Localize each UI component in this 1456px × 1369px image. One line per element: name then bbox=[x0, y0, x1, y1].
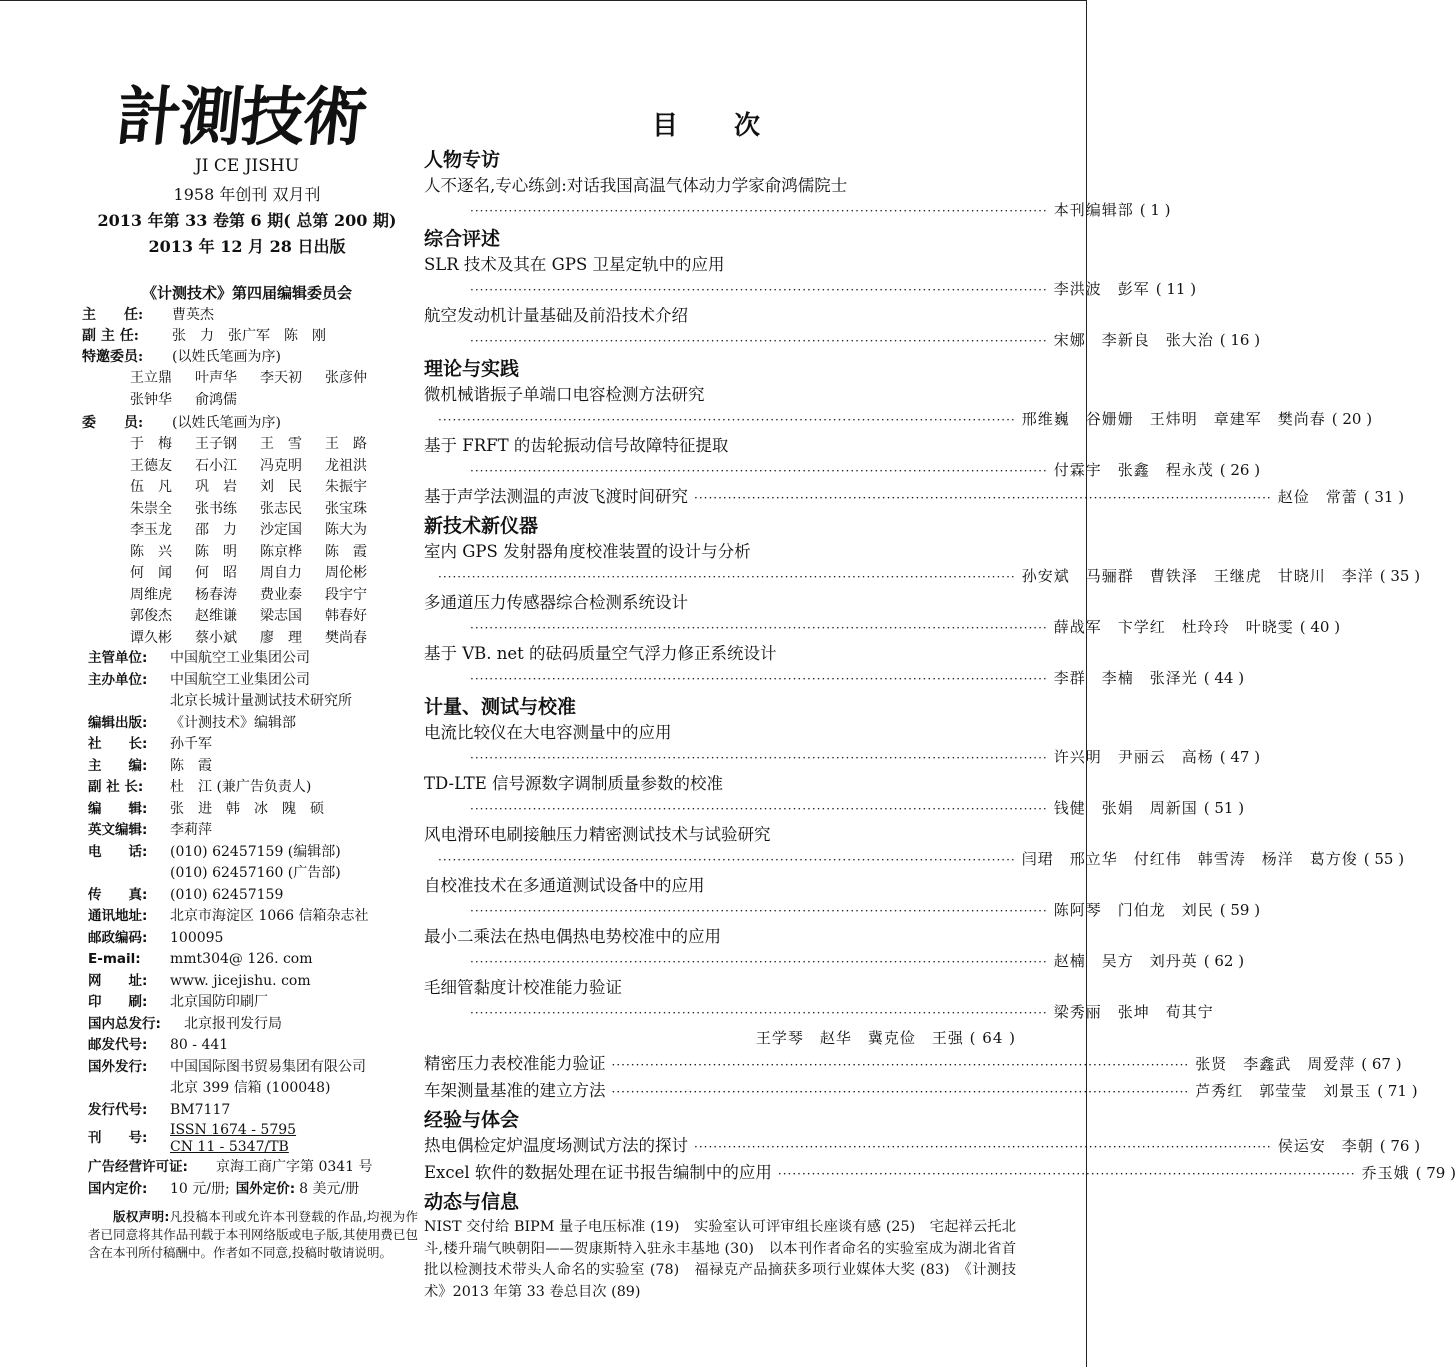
entry-byline bbox=[424, 666, 1245, 692]
entry-authors: 侯运安 李朝 bbox=[1277, 1137, 1374, 1155]
toc-entry[interactable] bbox=[424, 720, 1261, 771]
toc-entry[interactable] bbox=[424, 822, 1405, 873]
entry-authors: 付霖宇 张鑫 程永茂 bbox=[1053, 461, 1214, 479]
entry-title: SLR 技术及其在 GPS 卫星定轨中的应用 bbox=[424, 255, 725, 274]
member-name: 冯克明 bbox=[260, 457, 302, 474]
info-label: 电 话: bbox=[88, 843, 148, 860]
member-name: 段宇宁 bbox=[325, 586, 367, 603]
info-label: 刊 号: bbox=[88, 1130, 148, 1147]
info-row bbox=[88, 971, 418, 993]
entry-page: ( 20 ) bbox=[1331, 410, 1373, 428]
leader-dots: ························································································································ bbox=[470, 904, 1048, 918]
info-label: 广告经营许可证: bbox=[88, 1159, 188, 1175]
info-label: 社 长: bbox=[88, 736, 148, 752]
member-name: 张宝珠 bbox=[325, 500, 367, 517]
members-label: 委 员: bbox=[82, 415, 144, 431]
section-heading: 动态与信息 bbox=[424, 1191, 520, 1213]
info-value: 中国航空工业集团公司 bbox=[170, 671, 310, 688]
info-label: 国外发行: bbox=[88, 1058, 148, 1075]
toc-entry[interactable] bbox=[424, 252, 1197, 303]
member-row bbox=[130, 542, 412, 564]
info-label: 主办单位: bbox=[88, 671, 148, 688]
entry-title: 基于声学法测温的声波飞渡时间研究 bbox=[424, 487, 688, 506]
vice-director-row bbox=[82, 326, 412, 347]
info-row bbox=[88, 777, 418, 799]
member-name: 杨春涛 bbox=[195, 586, 237, 603]
special-members bbox=[130, 368, 412, 411]
info-value: 8 美元/册 bbox=[299, 1180, 360, 1197]
board-roster bbox=[82, 305, 412, 368]
info-label: 发行代号: bbox=[88, 1101, 148, 1118]
entry-authors: 许兴明 尹丽云 高杨 bbox=[1053, 748, 1214, 766]
toc-title: 目次 bbox=[651, 111, 816, 141]
entry-page: ( 40 ) bbox=[1299, 618, 1341, 636]
members-header bbox=[82, 413, 412, 434]
entry-byline bbox=[424, 949, 1245, 975]
info-row bbox=[88, 691, 418, 713]
entry-title: 热电偶检定炉温度场测试方法的探讨 bbox=[424, 1136, 688, 1155]
info-value: 北京报刊发行局 bbox=[184, 1015, 282, 1032]
entry-authors: 李群 李楠 张泽光 bbox=[1053, 669, 1198, 687]
member-name: 于 梅 bbox=[130, 436, 172, 452]
member-row bbox=[130, 368, 412, 390]
info-value: 张 进 韩 冰 隗 硕 bbox=[170, 800, 324, 817]
leader-dots: ························································································································ bbox=[611, 1058, 1190, 1072]
entry-authors: 芦秀红 郭莹莹 刘景玉 bbox=[1195, 1082, 1372, 1100]
special-row bbox=[82, 347, 412, 368]
entry-title: 最小二乘法在热电偶热电势校准中的应用 bbox=[424, 927, 721, 946]
member-row bbox=[130, 499, 412, 521]
member-name: 沙定国 bbox=[260, 522, 302, 538]
entry-authors: 赵俭 常蕾 bbox=[1277, 488, 1358, 506]
info-row bbox=[88, 1157, 418, 1179]
entry-byline bbox=[424, 328, 1261, 354]
info-label: 通讯地址: bbox=[88, 908, 148, 924]
member-row bbox=[130, 477, 412, 499]
entry-page: ( 1 ) bbox=[1139, 201, 1171, 219]
founded-line: 1958 年创刊 双月刊 bbox=[173, 185, 321, 204]
info-value: 《计测技术》编辑部 bbox=[170, 714, 296, 731]
notice-label: 版权声明: bbox=[113, 1209, 170, 1224]
info-value: 陈 霞 bbox=[170, 757, 212, 774]
toc-entry[interactable] bbox=[424, 771, 1245, 822]
section-heading: 计量、测试与校准 bbox=[424, 696, 577, 718]
member-name: 张书练 bbox=[195, 500, 237, 517]
masthead bbox=[82, 80, 412, 649]
section-heading: 理论与实践 bbox=[424, 358, 520, 380]
news-paragraph: NIST 交付给 BIPM 量子电压标准 (19) 实验室认可评审组长座谈有感 (25) 宅起祥云托北斗,楼升瑞气映朝阳——贺康斯特入驻永丰基地 (30) 以本刊作者命名的实验室成为湖北省首批以检测技术带头人命名的实验室 (78) 福禄克产品摘获多项行业媒体大奖 (83) 《计测技术》2013 年第 33 卷总目次 (89) bbox=[424, 1219, 1016, 1300]
leader-dots: ························································································································ bbox=[470, 1006, 1048, 1020]
member-name: 伍 凡 bbox=[130, 479, 172, 495]
entry-authors: 钱健 张娟 周新国 bbox=[1053, 799, 1198, 817]
entry-byline bbox=[424, 796, 1245, 822]
info-row bbox=[88, 756, 418, 778]
leader-dots: ························································································································ bbox=[470, 751, 1048, 765]
vice-director-names: 张 力 张广军 陈 刚 bbox=[172, 328, 326, 344]
leader-dots: ························································································································ bbox=[777, 1167, 1356, 1181]
info-value: 杜 江 (兼广告负责人) bbox=[170, 779, 312, 795]
member-name: 石小江 bbox=[195, 457, 237, 474]
toc-entry[interactable] bbox=[424, 433, 1261, 484]
info-label: 主 编: bbox=[88, 757, 148, 774]
leader-dots: ························································································································ bbox=[470, 672, 1048, 686]
entry-authors-continued: 王学琴 赵华 冀克俭 王强 ( 64 ) bbox=[755, 1029, 1016, 1047]
member-name: 陈大为 bbox=[325, 522, 367, 538]
info-row bbox=[88, 1057, 418, 1079]
member-row bbox=[130, 563, 412, 585]
entry-byline bbox=[424, 458, 1261, 484]
member-name: 王子钢 bbox=[195, 436, 237, 452]
info-label: 印 刷: bbox=[88, 994, 148, 1010]
entry-title: 风电滑环电刷接触压力精密测试技术与试验研究 bbox=[424, 825, 771, 844]
member-name: 赵维谦 bbox=[195, 608, 237, 624]
entry-page: ( 11 ) bbox=[1155, 280, 1197, 298]
toc-entry[interactable] bbox=[424, 539, 1421, 590]
info-row bbox=[88, 928, 418, 950]
info-label: 邮发代号: bbox=[88, 1037, 148, 1053]
section-heading: 人物专访 bbox=[424, 149, 501, 171]
cn-value: CN 11 - 5347/TB bbox=[170, 1139, 289, 1155]
entry-authors: 李洪波 彭军 bbox=[1053, 280, 1150, 298]
member-name: 王 雪 bbox=[260, 436, 302, 452]
entry-page: ( 51 ) bbox=[1203, 799, 1245, 817]
info-label: 英文编辑: bbox=[88, 822, 148, 838]
member-name: 何 闻 bbox=[130, 565, 172, 581]
leader-dots: ························································································································ bbox=[438, 853, 1016, 867]
entry-page: ( 35 ) bbox=[1379, 567, 1421, 585]
toc-entry[interactable] bbox=[424, 975, 1214, 1051]
info-row bbox=[88, 1179, 418, 1201]
toc-entry[interactable] bbox=[424, 1133, 1421, 1160]
entry-authors: 宋娜 李新良 张大治 bbox=[1053, 331, 1214, 349]
toc-entry[interactable] bbox=[424, 641, 1245, 692]
entry-title: 精密压力表校准能力验证 bbox=[424, 1054, 606, 1073]
member-row bbox=[130, 434, 412, 456]
entry-page: ( 62 ) bbox=[1203, 952, 1245, 970]
issn-block bbox=[170, 1122, 296, 1156]
info-row bbox=[88, 648, 418, 670]
info-label: 国外定价: bbox=[235, 1180, 296, 1197]
info-value: 北京长城计量测试技术研究所 bbox=[170, 693, 352, 709]
info-value: 孙千军 bbox=[170, 736, 212, 752]
info-value: BM7117 bbox=[170, 1101, 231, 1118]
vice-director-label: 副 主 任: bbox=[82, 328, 139, 344]
info-value: 北京市海淀区 1066 信箱杂志社 bbox=[170, 908, 369, 924]
member-row bbox=[130, 390, 412, 412]
member-name: 梁志国 bbox=[260, 608, 302, 624]
leader-dots: ························································································································ bbox=[470, 283, 1048, 297]
special-label: 特邀委员: bbox=[82, 349, 144, 365]
member-name: 俞鸿儒 bbox=[195, 391, 237, 408]
info-row bbox=[88, 713, 418, 735]
entry-title: 基于 FRFT 的齿轮振动信号故障特征提取 bbox=[424, 436, 729, 455]
entry-authors: 乔玉娥 bbox=[1361, 1164, 1410, 1182]
leader-dots: ························································································································ bbox=[694, 491, 1272, 505]
leader-dots: ························································································································ bbox=[438, 413, 1016, 427]
board-title: 《计测技术》第四届编辑委员会 bbox=[141, 284, 352, 302]
member-name: 刘 民 bbox=[260, 479, 302, 495]
member-row bbox=[130, 628, 412, 650]
toc-entry[interactable] bbox=[424, 303, 1261, 354]
member-name: 李玉龙 bbox=[130, 522, 172, 538]
leader-dots: ························································································································ bbox=[470, 334, 1048, 348]
member-name: 张钟华 bbox=[130, 391, 172, 408]
member-row bbox=[130, 456, 412, 478]
member-name: 王立鼎 bbox=[130, 370, 172, 386]
info-row bbox=[88, 734, 418, 756]
info-row bbox=[88, 863, 418, 885]
info-value: 李莉萍 bbox=[170, 822, 212, 838]
section-heading: 新技术新仪器 bbox=[424, 515, 539, 537]
entry-page: ( 55 ) bbox=[1363, 850, 1405, 868]
info-row bbox=[88, 1014, 418, 1036]
entry-authors: 陈阿琴 门伯龙 刘民 bbox=[1053, 901, 1214, 919]
entry-byline bbox=[424, 198, 1171, 224]
director-label: 主 任: bbox=[82, 307, 144, 323]
special-note: (以姓氏笔画为序) bbox=[172, 349, 281, 365]
entry-byline bbox=[424, 564, 1421, 590]
section-heading: 经验与体会 bbox=[424, 1109, 520, 1131]
info-value: 京海工商广字第 0341 号 bbox=[216, 1159, 373, 1175]
member-name: 王 路 bbox=[325, 436, 367, 452]
entry-page: ( 31 ) bbox=[1363, 488, 1405, 506]
entry-title: 人不逐名,专心练剑:对话我国高温气体动力学家俞鸿儒院士 bbox=[424, 176, 848, 195]
entry-authors: 邢维巍 谷姗姗 王炜明 章建军 樊尚春 bbox=[1021, 410, 1326, 428]
info-label: 主管单位: bbox=[88, 650, 148, 666]
toc-entry[interactable] bbox=[424, 1078, 1418, 1105]
member-name: 王德友 bbox=[130, 457, 172, 474]
entry-title: 毛细管黏度计校准能力验证 bbox=[424, 978, 622, 997]
entry-byline bbox=[424, 407, 1373, 433]
member-name: 朱崇全 bbox=[130, 500, 172, 517]
entry-page: ( 47 ) bbox=[1219, 748, 1261, 766]
member-name: 张志民 bbox=[260, 500, 302, 517]
entry-authors: 赵楠 吴方 刘丹英 bbox=[1053, 952, 1198, 970]
toc-entry[interactable] bbox=[424, 484, 1405, 511]
info-row bbox=[88, 820, 418, 842]
entry-page: ( 26 ) bbox=[1219, 461, 1261, 479]
entry-byline bbox=[424, 615, 1341, 641]
entry-page: ( 16 ) bbox=[1219, 331, 1261, 349]
toc-entry[interactable] bbox=[424, 873, 1261, 924]
toc-entry[interactable] bbox=[424, 173, 1171, 224]
member-name: 陈 明 bbox=[195, 543, 237, 560]
leader-dots: ························································································································ bbox=[470, 464, 1048, 478]
copyright-notice bbox=[88, 1208, 418, 1262]
entry-title: 电流比较仪在大电容测量中的应用 bbox=[424, 723, 672, 742]
info-value: 北京国防印刷厂 bbox=[170, 994, 268, 1010]
info-value: (010) 62457160 (广告部) bbox=[170, 865, 341, 881]
entry-title: 微机械谐振子单端口电容检测方法研究 bbox=[424, 385, 705, 404]
member-list bbox=[130, 434, 412, 649]
info-value: 中国航空工业集团公司 bbox=[170, 650, 310, 666]
member-name: 李天初 bbox=[260, 370, 302, 386]
pubdate-line: 2013 年 12 月 28 日出版 bbox=[148, 237, 346, 256]
issue-line: 2013 年第 33 卷第 6 期( 总第 200 期) bbox=[97, 211, 397, 230]
info-row bbox=[88, 949, 418, 971]
member-name: 费业泰 bbox=[260, 586, 302, 603]
section-heading: 综合评述 bbox=[424, 228, 501, 250]
info-row bbox=[88, 992, 418, 1014]
entry-page: ( 79 ) bbox=[1415, 1164, 1456, 1182]
info-value: 北京 399 信箱 (100048) bbox=[170, 1080, 331, 1096]
member-name: 叶声华 bbox=[195, 370, 237, 386]
member-name: 蔡小斌 bbox=[195, 629, 237, 646]
entry-byline bbox=[424, 898, 1261, 924]
info-row bbox=[88, 885, 418, 907]
director-name: 曹英杰 bbox=[172, 307, 214, 323]
entry-page: ( 67 ) bbox=[1361, 1055, 1402, 1073]
entry-title: 多通道压力传感器综合检测系统设计 bbox=[424, 593, 688, 612]
info-row bbox=[88, 1078, 418, 1100]
entry-page: ( 76 ) bbox=[1379, 1137, 1421, 1155]
info-value: 10 元/册; bbox=[170, 1180, 230, 1197]
entry-authors: 薛战军 卞学红 杜玲玲 叶晓雯 bbox=[1053, 618, 1294, 636]
members-row bbox=[82, 413, 412, 434]
entry-title: 航空发动机计量基础及前沿技术介绍 bbox=[424, 306, 688, 325]
entry-byline bbox=[424, 277, 1197, 303]
member-name: 张彦仲 bbox=[325, 370, 367, 386]
member-name: 周维虎 bbox=[130, 586, 172, 603]
leader-dots: ························································································································ bbox=[694, 1140, 1272, 1154]
entry-byline bbox=[424, 847, 1405, 873]
entry-title: Excel 软件的数据处理在证书报告编制中的应用 bbox=[424, 1163, 772, 1182]
member-name: 何 昭 bbox=[195, 565, 237, 581]
member-row bbox=[130, 606, 412, 628]
entry-title: 室内 GPS 发射器角度校准装置的设计与分析 bbox=[424, 542, 751, 561]
info-label: 编 辑: bbox=[88, 800, 148, 817]
member-name: 周伦彬 bbox=[325, 565, 367, 581]
info-label: 编辑出版: bbox=[88, 714, 148, 731]
info-label: E-mail: bbox=[88, 951, 141, 967]
entry-authors: 梁秀丽 张坤 荀其宁 bbox=[1053, 1003, 1214, 1021]
info-label: 副 社 长: bbox=[88, 779, 144, 795]
info-label: 邮政编码: bbox=[88, 929, 148, 946]
member-name: 陈京桦 bbox=[260, 543, 302, 560]
journal-pinyin: JI CE JISHU bbox=[194, 156, 300, 176]
issn-value: ISSN 1674 - 5795 bbox=[170, 1122, 297, 1138]
member-name: 谭久彬 bbox=[130, 629, 172, 646]
entry-title: 车架测量基准的建立方法 bbox=[424, 1081, 606, 1100]
leader-dots: ························································································································ bbox=[470, 621, 1048, 635]
member-name: 陈 兴 bbox=[130, 543, 172, 560]
toc-entry[interactable] bbox=[424, 382, 1373, 433]
director-row bbox=[82, 305, 412, 326]
info-value: 80 - 441 bbox=[170, 1037, 229, 1053]
entry-byline bbox=[424, 745, 1261, 771]
leader-dots: ························································································································ bbox=[470, 204, 1048, 218]
info-value: 100095 bbox=[170, 929, 224, 946]
members-note: (以姓氏笔画为序) bbox=[172, 415, 281, 431]
email-link[interactable]: mmt304@ 126. com bbox=[170, 951, 313, 967]
toc-entry[interactable] bbox=[424, 590, 1341, 641]
member-name: 周自力 bbox=[260, 565, 302, 581]
info-row bbox=[88, 799, 418, 821]
info-label: 国内定价: bbox=[88, 1180, 148, 1197]
leader-dots: ························································································································ bbox=[611, 1085, 1190, 1099]
info-row bbox=[88, 670, 418, 692]
entry-authors: 闫珺 邢立华 付红伟 韩雪涛 杨洋 葛方俊 bbox=[1021, 850, 1358, 868]
leader-dots: ························································································································ bbox=[470, 802, 1048, 816]
info-row bbox=[88, 1100, 418, 1122]
info-row bbox=[88, 906, 418, 928]
member-name: 廖 理 bbox=[260, 629, 302, 646]
leader-dots: ························································································································ bbox=[438, 570, 1016, 584]
member-name: 陈 霞 bbox=[325, 543, 367, 560]
entry-byline bbox=[424, 1000, 1214, 1026]
table-of-contents bbox=[424, 105, 1456, 1303]
member-row bbox=[130, 585, 412, 607]
info-value: (010) 62457159 bbox=[170, 886, 284, 903]
journal-logo: 計測技術 bbox=[113, 80, 369, 155]
member-row bbox=[130, 520, 412, 542]
toc-body bbox=[424, 147, 1456, 1187]
info-label: 网 址: bbox=[88, 972, 148, 989]
member-name: 樊尚春 bbox=[325, 629, 367, 646]
entry-authors: 张贤 李鑫武 周爱萍 bbox=[1195, 1055, 1356, 1073]
toc-entry[interactable] bbox=[424, 1160, 1456, 1187]
member-name: 邵 力 bbox=[195, 522, 237, 538]
leader-dots: ························································································································ bbox=[470, 955, 1048, 969]
entry-title: 自校准技术在多通道测试设备中的应用 bbox=[424, 876, 705, 895]
info-label: 国内总发行: bbox=[88, 1015, 161, 1032]
info-value: 中国国际图书贸易集团有限公司 bbox=[170, 1058, 366, 1075]
info-label: 传 真: bbox=[88, 886, 148, 903]
entry-page: ( 71 ) bbox=[1377, 1082, 1418, 1100]
member-name: 巩 岩 bbox=[195, 479, 237, 495]
entry-authors: 孙安斌 马骊群 曹铁泽 王继虎 甘晓川 李洋 bbox=[1021, 567, 1374, 585]
info-row bbox=[88, 1122, 418, 1156]
entry-title: TD-LTE 信号源数字调制质量参数的校准 bbox=[424, 774, 724, 793]
website-link[interactable]: www. jicejishu. com bbox=[170, 972, 311, 989]
entry-authors: 本刊编辑部 bbox=[1053, 201, 1134, 219]
member-name: 郭俊杰 bbox=[130, 608, 172, 624]
toc-entry[interactable] bbox=[424, 924, 1245, 975]
publication-info bbox=[88, 648, 418, 1200]
info-row bbox=[88, 842, 418, 864]
toc-entry[interactable] bbox=[424, 1051, 1402, 1078]
info-row bbox=[88, 1035, 418, 1057]
info-value: (010) 62457159 (编辑部) bbox=[170, 843, 341, 860]
notice-text: 凡投稿本刊或允许本刊登载的作品,均视为作者已同意将其作品刊载于本刊网络版或电子版,其使用费已包含在本刊所付稿酬中。作者如不同意,投稿时敬请说明。 bbox=[88, 1209, 418, 1260]
entry-page: ( 59 ) bbox=[1219, 901, 1261, 919]
member-name: 朱振宇 bbox=[325, 479, 367, 495]
entry-title: 基于 VB. net 的砝码质量空气浮力修正系统设计 bbox=[424, 644, 777, 663]
entry-page: ( 44 ) bbox=[1203, 669, 1245, 687]
member-name: 韩春好 bbox=[325, 608, 367, 624]
member-name: 龙祖洪 bbox=[325, 457, 367, 474]
